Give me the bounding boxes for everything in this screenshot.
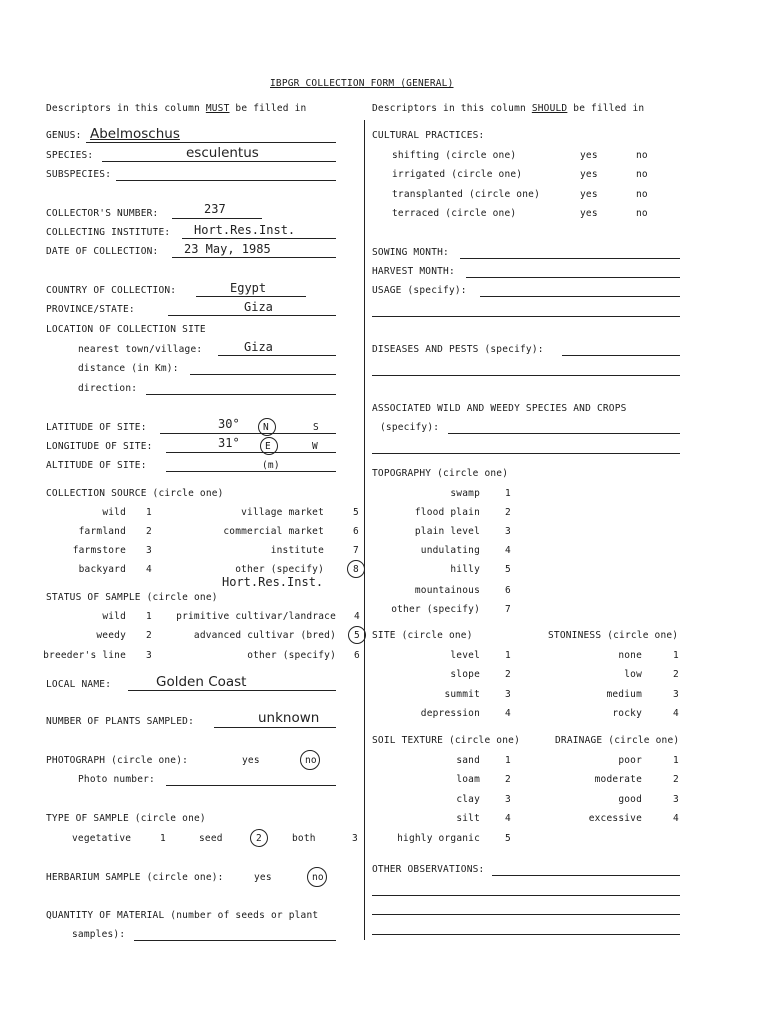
country-line — [196, 296, 306, 297]
stoniness-label: STONINESS (circle one) — [548, 630, 679, 641]
photograph-selected-circle — [300, 750, 320, 770]
source-option-label[interactable]: backyard — [78, 564, 126, 575]
soil-option-label[interactable]: highly organic — [397, 833, 480, 844]
herbarium-yes[interactable]: yes — [254, 872, 272, 883]
cultural-no[interactable]: no — [636, 169, 648, 180]
direction-line[interactable] — [146, 394, 336, 395]
other-observations-label: OTHER OBSERVATIONS: — [372, 864, 485, 875]
latitude-n-circle — [258, 418, 276, 436]
quantity-label: QUANTITY OF MATERIAL (number of seeds or plant — [46, 910, 319, 921]
photo-number-line[interactable] — [166, 785, 336, 786]
altitude-line[interactable] — [166, 471, 336, 472]
topography-option-num[interactable]: 2 — [505, 507, 511, 518]
longitude-label: LONGITUDE OF SITE: — [46, 441, 153, 452]
collectors-number-label: COLLECTOR'S NUMBER: — [46, 208, 159, 219]
status-option-label[interactable]: advanced cultivar (bred) — [193, 630, 336, 641]
topography-option-num[interactable]: 4 — [505, 545, 511, 556]
stoniness-option-num[interactable]: 3 — [673, 689, 679, 700]
type-option-num[interactable]: 3 — [352, 833, 358, 844]
drainage-option-label[interactable]: poor — [618, 755, 642, 766]
local-name-line — [128, 690, 336, 691]
altitude-label: ALTITUDE OF SITE: — [46, 460, 147, 471]
herbarium-selected-circle — [307, 867, 327, 887]
province-label: PROVINCE/STATE: — [46, 304, 135, 315]
location-label: LOCATION OF COLLECTION SITE — [46, 324, 206, 335]
source-option-num[interactable]: 7 — [353, 545, 359, 556]
source-option-label[interactable]: other (specify) — [235, 564, 324, 575]
drainage-option-label[interactable]: good — [618, 794, 642, 805]
cultural-yes[interactable]: yes — [580, 189, 598, 200]
drainage-option-label[interactable]: excessive — [588, 813, 642, 824]
nearest-town-line — [218, 355, 336, 356]
nearest-town-value[interactable]: Giza — [244, 340, 273, 354]
soil-option-label[interactable]: sand — [456, 755, 480, 766]
date-of-collection-value[interactable]: 23 May, 1985 — [184, 242, 271, 256]
species-line — [102, 161, 336, 162]
status-option-num[interactable]: 5 — [354, 630, 360, 641]
photograph-label: PHOTOGRAPH (circle one): — [46, 755, 189, 766]
form-title: IBPGR COLLECTION FORM (GENERAL) — [270, 78, 454, 89]
site-option-label[interactable]: depression — [420, 708, 480, 719]
right-column-header: Descriptors in this column SHOULD be filled in — [372, 103, 645, 114]
collecting-institute-label: COLLECTING INSTITUTE: — [46, 227, 171, 238]
cultural-item-label: irrigated (circle one) — [392, 169, 523, 180]
stoniness-option-num[interactable]: 2 — [673, 669, 679, 680]
longitude-w-option[interactable]: W — [312, 441, 318, 452]
drainage-option-num[interactable]: 4 — [673, 813, 679, 824]
local-name-label: LOCAL NAME: — [46, 679, 112, 690]
cultural-no[interactable]: no — [636, 189, 648, 200]
drainage-option-num[interactable]: 2 — [673, 774, 679, 785]
site-option-num[interactable]: 1 — [505, 650, 511, 661]
topography-option-label[interactable]: hilly — [450, 564, 480, 575]
sowing-month-label: SOWING MONTH: — [372, 247, 449, 258]
longitude-e-circle — [260, 437, 278, 455]
left-column-header: Descriptors in this column MUST be filled in — [46, 103, 307, 114]
other-observations-line-2[interactable] — [372, 895, 680, 896]
site-option-num[interactable]: 2 — [505, 669, 511, 680]
collectors-number-line — [172, 218, 262, 219]
province-value[interactable]: Giza — [244, 300, 273, 314]
source-option-label[interactable]: farmland — [78, 526, 126, 537]
direction-label: direction: — [78, 383, 138, 394]
status-option-num[interactable]: 4 — [354, 611, 360, 622]
diseases-line-2[interactable] — [372, 375, 680, 376]
column-divider — [364, 120, 365, 940]
genus-line — [86, 142, 336, 143]
topography-option-label[interactable]: swamp — [450, 488, 480, 499]
source-other-value[interactable]: Hort.Res.Inst. — [222, 575, 324, 589]
site-option-label[interactable]: level — [450, 650, 480, 661]
longitude-value[interactable]: 31° — [218, 436, 240, 450]
site-option-label[interactable]: slope — [450, 669, 480, 680]
type-selected-circle — [250, 829, 268, 847]
nearest-town-label: nearest town/village: — [78, 344, 203, 355]
collecting-institute-line — [182, 238, 336, 239]
source-option-label[interactable]: village market — [241, 507, 324, 518]
source-option-label[interactable]: commercial market — [223, 526, 324, 537]
status-option-label[interactable]: weedy — [96, 630, 126, 641]
associated-label-2: (specify): — [380, 422, 440, 433]
drainage-option-label[interactable]: moderate — [594, 774, 642, 785]
type-option-label[interactable]: seed — [199, 833, 223, 844]
quantity-label-2: samples): — [72, 929, 126, 940]
latitude-s-option[interactable]: S — [313, 422, 319, 433]
soil-option-num[interactable]: 4 — [505, 813, 511, 824]
soil-option-num[interactable]: 5 — [505, 833, 511, 844]
status-option-num[interactable]: 3 — [146, 650, 152, 661]
source-option-num[interactable]: 4 — [146, 564, 152, 575]
topography-option-num[interactable]: 6 — [505, 585, 511, 596]
soil-option-label[interactable]: clay — [456, 794, 480, 805]
harvest-month-label: HARVEST MONTH: — [372, 266, 455, 277]
diseases-label: DISEASES AND PESTS (specify): — [372, 344, 544, 355]
species-value[interactable]: esculentus — [186, 145, 259, 161]
type-option-num[interactable]: 1 — [160, 833, 166, 844]
status-selected-circle — [348, 626, 366, 644]
site-option-num[interactable]: 3 — [505, 689, 511, 700]
cultural-practices-label: CULTURAL PRACTICES: — [372, 130, 485, 141]
status-option-label[interactable]: wild — [102, 611, 126, 622]
plants-sampled-label: NUMBER OF PLANTS SAMPLED: — [46, 716, 194, 727]
stoniness-option-num[interactable]: 4 — [673, 708, 679, 719]
cultural-item-label: transplanted (circle one) — [392, 189, 540, 200]
photograph-no[interactable]: no — [305, 755, 317, 766]
latitude-value[interactable]: 30° — [218, 417, 240, 431]
herbarium-no[interactable]: no — [312, 872, 324, 883]
soil-option-num[interactable]: 3 — [505, 794, 511, 805]
sowing-month-line[interactable] — [460, 258, 680, 259]
topography-option-label[interactable]: plain level — [414, 526, 480, 537]
genus-value[interactable]: Abelmoschus — [90, 126, 180, 142]
stoniness-option-num[interactable]: 1 — [673, 650, 679, 661]
type-option-label[interactable]: vegetative — [72, 833, 132, 844]
soil-texture-label: SOIL TEXTURE (circle one) — [372, 735, 520, 746]
diseases-line[interactable] — [562, 355, 680, 356]
status-label: STATUS OF SAMPLE (circle one) — [46, 592, 218, 603]
site-label: SITE (circle one) — [372, 630, 473, 641]
topography-option-label[interactable]: mountainous — [414, 585, 480, 596]
source-option-num[interactable]: 3 — [146, 545, 152, 556]
genus-label: GENUS: — [46, 130, 82, 141]
topography-option-num[interactable]: 5 — [505, 564, 511, 575]
plants-sampled-value[interactable]: unknown — [258, 710, 320, 726]
stoniness-option-label[interactable]: low — [624, 669, 642, 680]
source-option-num[interactable]: 2 — [146, 526, 152, 537]
other-observations-line-3[interactable] — [372, 914, 680, 915]
status-option-num[interactable]: 6 — [354, 650, 360, 661]
site-option-label[interactable]: summit — [444, 689, 480, 700]
latitude-line — [160, 433, 336, 434]
herbarium-label: HERBARIUM SAMPLE (circle one): — [46, 872, 224, 883]
cultural-yes[interactable]: yes — [580, 169, 598, 180]
type-of-sample-label: TYPE OF SAMPLE (circle one) — [46, 813, 206, 824]
photo-number-label: Photo number: — [78, 774, 155, 785]
topography-option-num[interactable]: 7 — [505, 604, 511, 615]
topography-option-label[interactable]: other (specify) — [391, 604, 480, 615]
stoniness-option-label[interactable]: medium — [606, 689, 642, 700]
soil-option-num[interactable]: 2 — [505, 774, 511, 785]
source-option-label[interactable]: farmstore — [72, 545, 126, 556]
associated-line[interactable] — [448, 433, 680, 434]
province-line — [168, 315, 336, 316]
soil-option-num[interactable]: 1 — [505, 755, 511, 766]
cultural-item-label: shifting (circle one) — [392, 150, 517, 161]
photograph-yes[interactable]: yes — [242, 755, 260, 766]
status-option-num[interactable]: 1 — [146, 611, 152, 622]
soil-option-label[interactable]: loam — [456, 774, 480, 785]
quantity-line[interactable] — [134, 940, 336, 941]
collection-source-label: COLLECTION SOURCE (circle one) — [46, 488, 224, 499]
topography-label: TOPOGRAPHY (circle one) — [372, 468, 509, 479]
subspecies-line[interactable] — [116, 180, 336, 181]
distance-line[interactable] — [190, 374, 336, 375]
source-option-num[interactable]: 5 — [353, 507, 359, 518]
altitude-unit: (m) — [262, 460, 280, 471]
drainage-label: DRAINAGE (circle one) — [555, 735, 680, 746]
source-option-label[interactable]: wild — [102, 507, 126, 518]
topography-option-num[interactable]: 3 — [505, 526, 511, 537]
drainage-option-num[interactable]: 1 — [673, 755, 679, 766]
status-option-label[interactable]: other (specify) — [247, 650, 336, 661]
usage-line-2[interactable] — [372, 316, 680, 317]
source-option-num[interactable]: 1 — [146, 507, 152, 518]
topography-option-num[interactable]: 1 — [505, 488, 511, 499]
date-of-collection-label: DATE OF COLLECTION: — [46, 246, 159, 257]
type-option-num[interactable]: 2 — [256, 833, 262, 844]
cultural-item-label: terraced (circle one) — [392, 208, 517, 219]
cultural-no[interactable]: no — [636, 150, 648, 161]
source-option-num[interactable]: 8 — [353, 564, 359, 575]
stoniness-option-label[interactable]: rocky — [612, 708, 642, 719]
longitude-e-option[interactable]: E — [265, 441, 271, 452]
usage-line[interactable] — [480, 296, 680, 297]
cultural-yes[interactable]: yes — [580, 150, 598, 161]
species-label: SPECIES: — [46, 150, 94, 161]
site-option-num[interactable]: 4 — [505, 708, 511, 719]
topography-option-label[interactable]: undulating — [420, 545, 480, 556]
status-option-label[interactable]: breeder's line — [43, 650, 126, 661]
type-option-label[interactable]: both — [292, 833, 316, 844]
date-of-collection-line — [172, 257, 336, 258]
cultural-yes[interactable]: yes — [580, 208, 598, 219]
soil-option-label[interactable]: silt — [456, 813, 480, 824]
country-value[interactable]: Egypt — [230, 281, 267, 295]
local-name-value[interactable]: Golden Coast — [156, 674, 247, 690]
longitude-line — [166, 452, 336, 453]
topography-option-label[interactable]: flood plain — [414, 507, 480, 518]
latitude-label: LATITUDE OF SITE: — [46, 422, 147, 433]
other-observations-line-4[interactable] — [372, 934, 680, 935]
usage-label: USAGE (specify): — [372, 285, 467, 296]
plants-sampled-line — [214, 727, 336, 728]
collecting-institute-value[interactable]: Hort.Res.Inst. — [194, 223, 296, 237]
status-option-label[interactable]: primitive cultivar/landrace — [176, 611, 336, 622]
stoniness-option-label[interactable]: none — [618, 650, 642, 661]
status-option-num[interactable]: 2 — [146, 630, 152, 641]
source-selected-circle — [347, 560, 365, 578]
source-option-num[interactable]: 6 — [353, 526, 359, 537]
cultural-no[interactable]: no — [636, 208, 648, 219]
distance-label: distance (in Km): — [78, 363, 179, 374]
other-observations-line[interactable] — [492, 875, 680, 876]
subspecies-label: SUBSPECIES: — [46, 169, 112, 180]
country-label: COUNTRY OF COLLECTION: — [46, 285, 177, 296]
source-option-label[interactable]: institute — [270, 545, 324, 556]
associated-label: ASSOCIATED WILD AND WEEDY SPECIES AND CROPS — [372, 403, 627, 414]
associated-line-2[interactable] — [372, 453, 680, 454]
harvest-month-line[interactable] — [466, 277, 680, 278]
collectors-number-value[interactable]: 237 — [204, 202, 226, 216]
latitude-n-option[interactable]: N — [263, 422, 269, 433]
drainage-option-num[interactable]: 3 — [673, 794, 679, 805]
